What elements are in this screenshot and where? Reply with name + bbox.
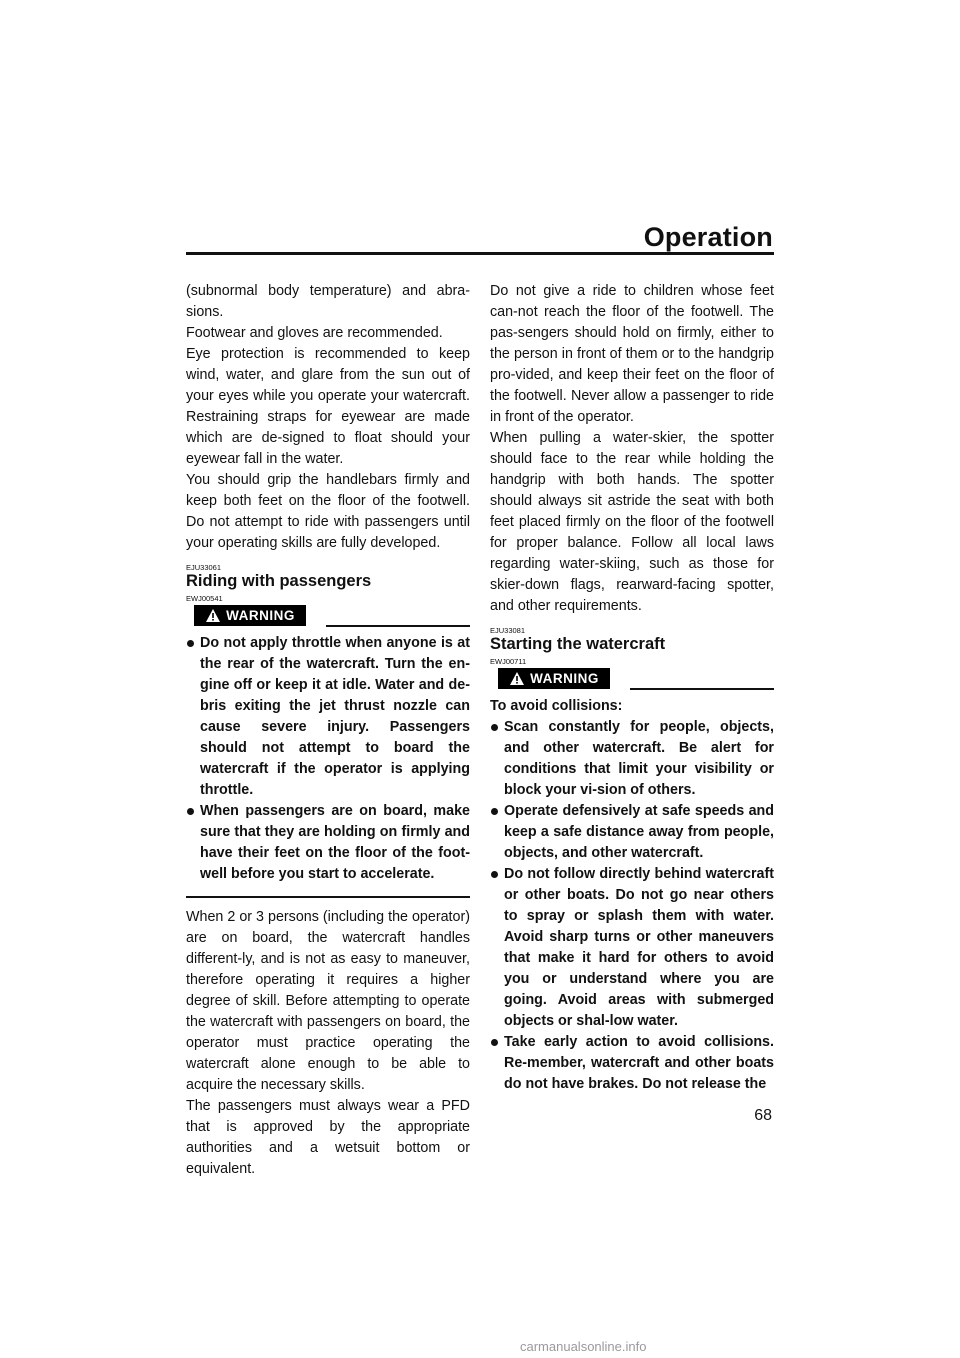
left-column [186,281,470,1180]
warning-code: EWJ00711 [490,657,527,666]
warning-rule [630,688,774,690]
warning-item: Do not follow directly behind watercraft or other boats. Do not go near others to spray or splash them with water. Avoid sharp turns or other maneuvers that make it hard for others to avoid you or understand where you are going. Avoid areas with submerged objects or shal-low water. [490,864,774,1032]
warning-item: Operate defensively at safe speeds and keep a safe distance away from people, objects, and other watercraft. [490,801,774,864]
warning-body [490,696,774,1095]
warning-rule [326,625,470,627]
warning-intro: To avoid collisions: [490,698,623,714]
watermark: carmanualsonline.info [520,1339,647,1354]
right-paragraph-1: Do not give a ride to children whose feet can-not reach the floor of the footwell. The pas-sengers should hold on firmly, either to the person in front of them or to the handgrip pro-vided, and keep their feet on the floor of the footwell. Never allow a passenger to ride in front of the operator. [490,283,774,425]
warning-triangle-icon [205,608,221,623]
left-paragraph-6: The passengers must always wear a PFD that is approved by the appropriate authorities and a wetsuit bottom or equivalent. [186,1098,470,1177]
section-code: EJU33081 [490,626,526,635]
warning-code: EWJ00541 [186,594,223,603]
right-column [490,281,774,1095]
warning-item: Scan constantly for people, objects, and other watercraft. Be alert for conditions that limit your visibility or block your vi-sion of others. [490,717,774,801]
warning-item: When passengers are on board, make sure that they are holding on firmly and have their feet on the floor of the foot-well before you start to accelerate. [186,801,470,885]
warning-item: Take early action to avoid collisions. Re-member, watercraft and other boats do not have brakes. Do not release the [490,1032,774,1095]
warning-header [490,668,774,690]
warning-end-rule [186,896,470,898]
warning-badge [498,668,610,689]
section-title-starting-the-watercraft: Starting the watercraft [490,635,666,653]
warning-body [186,633,470,885]
section-code: EJU33061 [186,563,222,572]
warning-header [186,605,470,627]
warning-label: WARNING [226,608,295,623]
header-rule [186,252,774,255]
left-paragraph-4: You should grip the handlebars firmly and keep both feet on the floor of the footwell. Do not attempt to ride with passengers until your operating skills are fully developed. [186,472,470,551]
warning-label: WARNING [530,671,599,686]
warning-badge [194,605,306,626]
right-paragraph-2: When pulling a water-skier, the spotter should face to the rear while holding the handgrip with both hands. The spotter should always sit astride the seat with both feet placed firmly on the floor of the footwell for proper balance. Follow all local laws regarding water-skiing, such as those for skier-down flags, rearward-facing spotter, and other requirements. [490,430,774,614]
left-paragraph-3: Eye protection is recommended to keep wind, water, and glare from the sun out of your eyes while you operate your watercraft. Restraining straps for eyewear are made which are de-signed to float should your eyewear fall in the water. [186,346,470,467]
warning-triangle-icon [509,671,525,686]
page-number: 68 [754,1107,772,1124]
left-paragraph-5: When 2 or 3 persons (including the operator) are on board, the watercraft handles different-ly, and is not as easy to maneuver, therefore operating it requires a higher degree of skill. Before attempting to operate the watercraft with passengers on board, the operator must practice operating the watercraft alone enough to be able to acquire the necessary skills. [186,909,470,1093]
section-title-riding-with-passengers: Riding with passengers [186,572,372,590]
left-paragraph-2: Footwear and gloves are recommended. [186,325,443,341]
warning-item: Do not apply throttle when anyone is at the rear of the watercraft. Turn the en-gine off or keep it at idle. Water and de-bris exiting the jet thrust nozzle can cause severe injury. Passengers should not attempt to board the watercraft if the operator is applying throttle. [186,633,470,801]
left-paragraph-1: (subnormal body temperature) and abra-sions. [186,283,470,320]
page-title: Operation [643,222,773,252]
